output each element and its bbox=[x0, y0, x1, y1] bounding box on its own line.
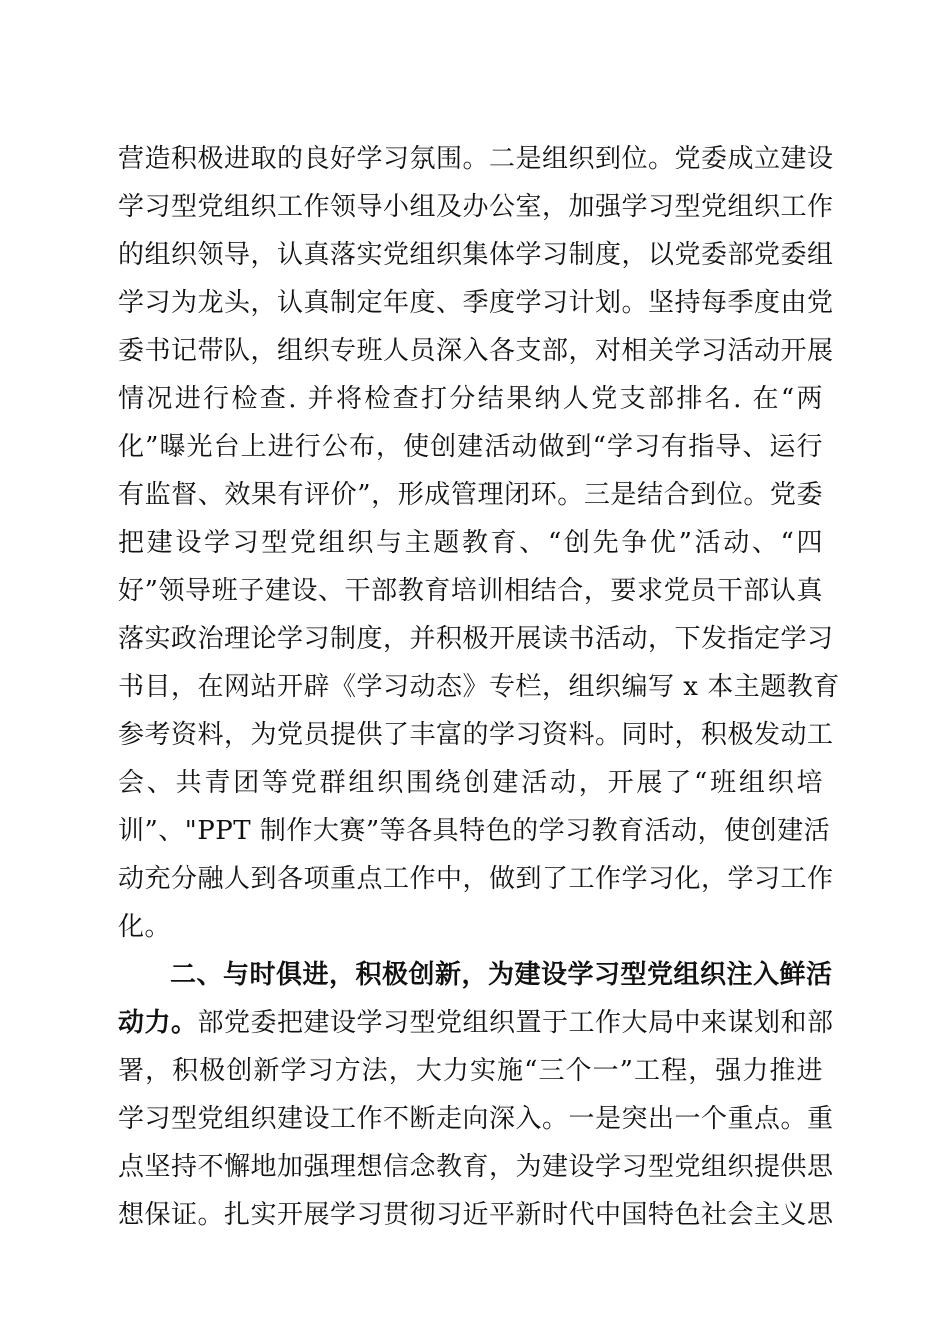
text-line: 委书记带队，组织专班人员深入各支部，对相关学习活动开展 bbox=[118, 336, 834, 366]
section-heading: 二、与时俱进，积极创新，为建设学习型党组织注入鲜活 bbox=[170, 960, 833, 990]
text-line: 书目，在网站开辟《学习动态》专栏，组织编写 x 本主题教育 bbox=[118, 672, 840, 702]
text-line: 有监督、效果有评价”，形成管理闭环。三是结合到位。党委 bbox=[118, 480, 823, 510]
paragraph-text: 部党委把建设学习型党组织置于工作大局中来谋划和部 bbox=[197, 1008, 834, 1038]
text-line: 训”、"PPT 制作大赛”等各具特色的学习教育活动，使创建活 bbox=[118, 816, 831, 846]
text-line: 落实政治理论学习制度，并积极开展读书活动，下发指定学习 bbox=[118, 624, 834, 654]
text-line: 参考资料，为党员提供了丰富的学习资料。同时，积极发动工 bbox=[118, 720, 834, 750]
text-line: 营造积极进取的良好学习氛围。二是组织到位。党委成立建设 bbox=[118, 144, 834, 174]
section-heading-continuation: 动力。 bbox=[118, 1008, 198, 1038]
text-line bbox=[118, 1003, 834, 1043]
text-line: 学习型党组织工作领导小组及办公室，加强学习型党组织工作 bbox=[118, 192, 834, 222]
text-line: 化。 bbox=[118, 912, 172, 942]
text-line: 好”领导班子建设、干部教育培训相结合，要求党员干部认真 bbox=[118, 576, 823, 606]
text-line: 动充分融人到各项重点工作中，做到了工作学习化，学习工作 bbox=[118, 864, 834, 894]
text-line: 化”曝光台上进行公布，使创建活动做到“学习有指导、运行 bbox=[118, 432, 823, 462]
text-line: 情况进行检查. 并将检查打分结果纳人党支部排名. 在“两 bbox=[118, 384, 823, 414]
text-line: 学习为龙头，认真制定年度、季度学习计划。坚持每季度由党 bbox=[118, 288, 834, 318]
text-line: 把建设学习型党组织与主题教育、“创先争优”活动、“四 bbox=[118, 528, 823, 558]
text-line: 想保证。扎实开展学习贯彻习近平新时代中国特色社会主义思 bbox=[118, 1200, 834, 1230]
text-line: 署，积极创新学习方法，大力实施“三个一”工程，强力推进 bbox=[118, 1056, 823, 1086]
text-line: 会、共青团等党群组织围绕创建活动，开展了“班组织培 bbox=[118, 768, 823, 798]
text-line: 学习型党组织建设工作不断走向深入。一是突出一个重点。重 bbox=[118, 1104, 834, 1134]
text-line: 点坚持不懈地加强理想信念教育，为建设学习型党组织提供思 bbox=[118, 1152, 834, 1182]
text-line: 的组织领导，认真落实党组织集体学习制度，以党委部党委组 bbox=[118, 240, 834, 270]
